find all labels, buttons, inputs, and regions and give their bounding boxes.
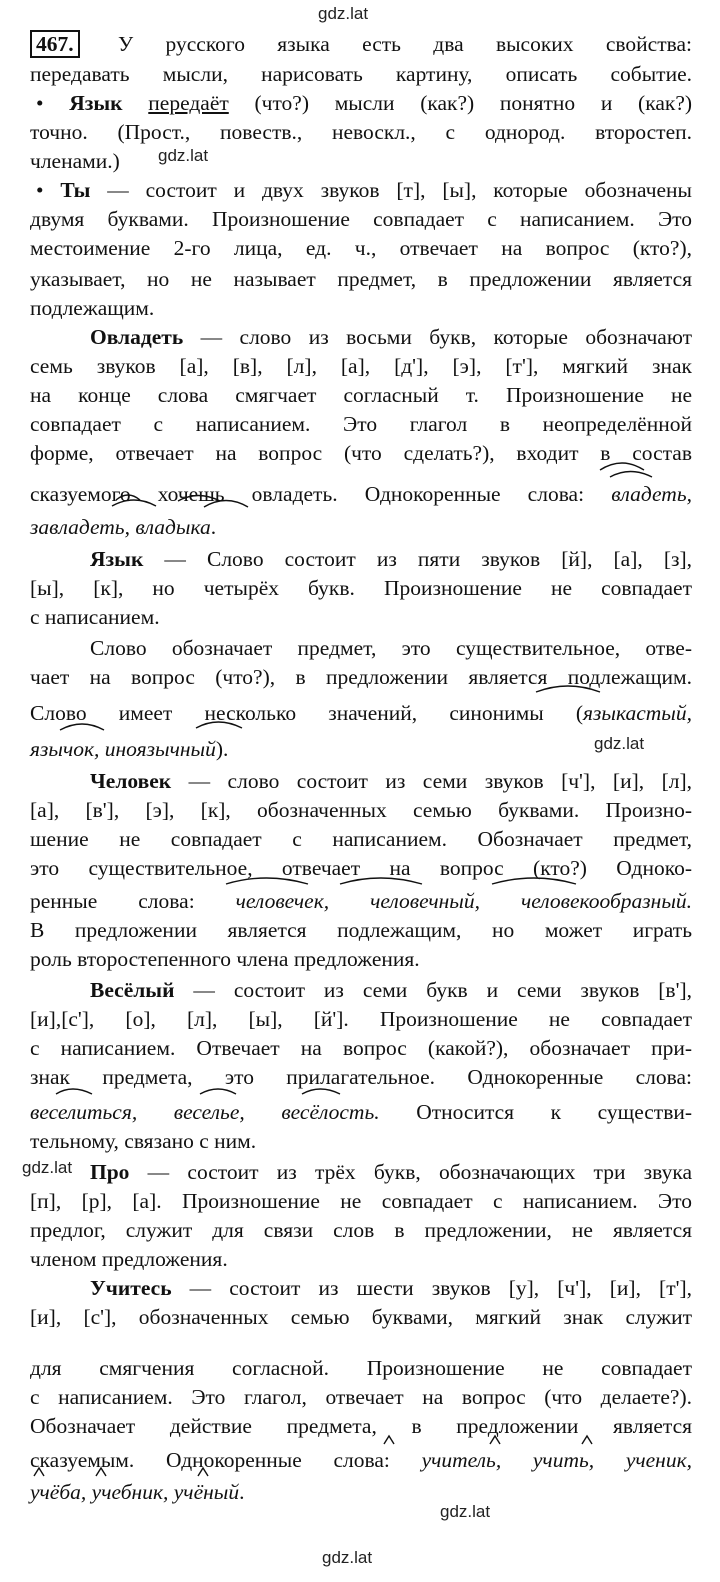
text-line: с написанием. (30, 605, 160, 629)
watermark: gdz.lat (594, 734, 645, 753)
watermark: gdz.lat (440, 1502, 491, 1521)
text-line: [ы], [к], но четырёх букв. Произношение не совпадает (30, 576, 692, 600)
text-line: подлежащим. (30, 296, 155, 320)
text-line: форме, отвечает на вопрос (что сделать?), входит в состав (30, 441, 692, 465)
text-line: членом предложения. (30, 1247, 228, 1271)
text-line: Обозначает действие предмета, в предложении является (30, 1414, 692, 1438)
watermark: gdz.lat (158, 146, 209, 165)
text-line: с написанием. Это глагол, отвечает на вопрос (что делаете?). (30, 1385, 692, 1409)
text-line: знак предмета, это прилагательное. Однокоренные слова: (30, 1065, 692, 1089)
text-line: это существительное, отвечает на вопрос (кто?) Одноко- (30, 856, 692, 880)
text-line: • Ты — состоит и двух звуков [т], [ы], которые обозначены (36, 178, 692, 202)
text-line: ренные слова: человечек, человечный, человекообразный. (30, 889, 693, 913)
text-line: указывает, но не называет предмет, в предложении является (30, 267, 692, 291)
text-line: язычок, иноязычный). (30, 737, 229, 761)
text-line: роль второстепенного члена предложения. (30, 947, 420, 971)
text-line: двумя буквами. Произношение совпадает с написанием. Это (30, 207, 692, 231)
exercise-number: 467. (30, 30, 80, 58)
text-line: Про — состоит из трёх букв, обозначающих три звука (90, 1160, 693, 1184)
text-line: Весёлый — состоит из семи букв и семи звуков [в'], (90, 978, 692, 1002)
text-line: Овладеть — слово из восьми букв, которые обозначают (90, 325, 692, 349)
watermark: gdz.lat (322, 1548, 373, 1567)
text-line: точно. (Прост., повеств., невоскл., с однород. второстеп. (30, 120, 692, 144)
text-line: В предложении является подлежащим, но может играть (30, 918, 692, 942)
text-line: Учитесь — состоит из шести звуков [у], [ч'], [и], [т'], (90, 1276, 692, 1300)
text-line: для смягчения согласной. Произношение не совпадает (30, 1356, 692, 1380)
text-line: с написанием. Отвечает на вопрос (какой?), обозначает при- (30, 1036, 692, 1060)
text-line: сказуемого хочешь овладеть. Однокоренные слова: владеть, (30, 482, 692, 506)
text-line: завладеть, владыка. (30, 515, 217, 539)
text-line: местоимение 2-го лица, ед. ч., отвечает на вопрос (кто?), (30, 236, 692, 260)
watermark: gdz.lat (318, 4, 369, 23)
text-line: 467. У русского языка есть два высоких свойства: (30, 30, 692, 58)
text-line: чает на вопрос (что?), в предложении является подлежащим. (30, 665, 692, 689)
text-line: предлог, служит для связи слов в предложении, не является (30, 1218, 692, 1242)
watermark: gdz.lat (22, 1158, 73, 1177)
text-line: [п], [р], [а]. Произношение не совпадает с написанием. Это (30, 1189, 692, 1213)
text-line: учёба, учебник, учёный. (30, 1480, 245, 1504)
text-line: [и],[с'], [о], [л], [ы], [й']. Произношение не совпадает (30, 1007, 692, 1031)
text-line: [и], [с'], обозначенных семью буквами, мягкий знак служит (30, 1305, 692, 1329)
text-line: на конце слова смягчает согласный т. Произношение не (30, 383, 692, 407)
text-line: Человек — слово состоит из семи звуков [ч'], [и], [л], (90, 769, 692, 793)
text-line: шение не совпадает с написанием. Обозначает предмет, (30, 827, 692, 851)
text-line: Язык — Слово состоит из пяти звуков [й], [а], [з], (90, 547, 693, 571)
text-line: Слово имеет несколько значений, синонимы (языкастый, (30, 701, 692, 725)
text-line: веселиться, веселье, весёлость. Относится к существи- (30, 1100, 693, 1124)
text-line: сказуемым. Однокоренные слова: учитель, учить, ученик, (30, 1448, 693, 1472)
text-line: Слово обозначает предмет, это существительное, отве- (90, 636, 692, 660)
text-line: • Язык передаёт (что?) мысли (как?) понятно и (как?) (36, 91, 693, 115)
text-line: членами.) (30, 149, 120, 173)
text-line: тельному, связано с ним. (30, 1129, 257, 1153)
text-line: семь звуков [а], [в], [л], [а], [д'], [э], [т'], мягкий знак (30, 354, 692, 378)
text-line: [а], [в'], [э], [к], обозначенных семью буквами. Произно- (30, 798, 692, 822)
text-line: совпадает с написанием. Это глагол в неопределённой (30, 412, 692, 436)
text-line: передавать мысли, нарисовать картину, описать событие. (30, 62, 692, 86)
